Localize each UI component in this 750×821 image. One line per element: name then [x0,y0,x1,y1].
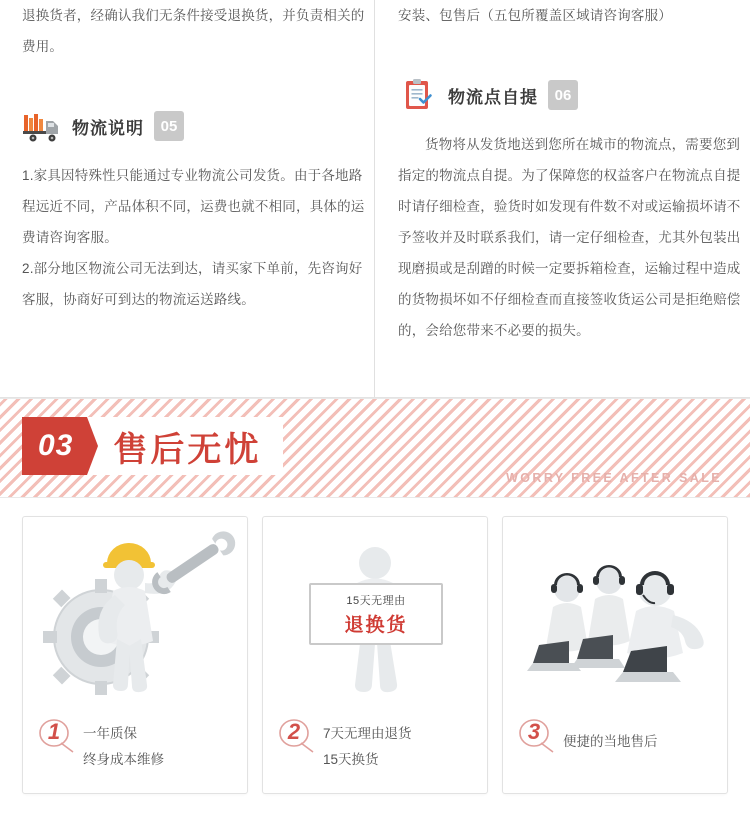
worker-with-wrench-and-gear-icon [29,527,241,707]
left-column [22,0,374,315]
card-badge-2 [277,715,311,749]
banner-number: 03 [22,417,87,475]
card-line: 便捷的当地售后 [563,734,658,749]
person-holding-return-sign-icon [269,527,481,707]
return-sign [309,583,443,645]
card-local-service[interactable] [502,516,728,794]
truck-icon [22,109,62,143]
card-badge-1 [37,715,71,749]
right-tail-paragraph: 安装、包售后（五包所覆盖区域请咨询客服） [398,8,672,23]
left-tail-text [22,0,374,62]
right-tail-text [398,0,750,31]
left-tail-paragraph: 退换货者，经确认我们无条件接受退换货，并负责相关的费用。 [22,8,365,54]
card-line: 终身成本维修 [83,752,164,767]
card-footer [23,707,247,793]
banner-subtitle: WORRY FREE AFTER SALE [506,471,722,485]
card-warranty[interactable] [22,516,248,794]
logistics-pickup-body [398,129,750,346]
column-divider [374,0,375,398]
customer-service-team-icon [509,527,721,707]
card-footer [503,707,727,793]
section-number: 06 [548,80,578,110]
card-line: 15天换货 [323,752,379,767]
card-text-lines [563,715,727,755]
badge-number: 1 [47,719,61,744]
after-sale-cards [0,498,750,808]
section-title: 物流点自提 [448,87,538,107]
banner-label-group [22,417,283,475]
badge-number: 3 [527,719,541,744]
section-number: 05 [154,111,184,141]
section-title: 物流说明 [72,118,144,138]
card-line: 7天无理由退货 [323,726,412,741]
paragraph: 1.家具因特殊性只能通过专业物流公司发货。由于各地路程远近不同，产品体积不同，运费也就不相同，具体的运费请咨询客服。 [22,168,365,245]
after-sale-banner [0,398,750,498]
card-text-lines [323,715,487,773]
section-header-logistics-note [22,106,374,146]
section-header-logistics-pickup [398,75,750,115]
logistics-note-body [22,160,374,315]
banner-title: 售后无忧 [87,417,283,475]
sign-line-2: 退换货 [344,614,408,636]
card-line: 一年质保 [83,726,137,741]
paragraph: 货物将从发货地送到您所在城市的物流点，需要您到指定的物流点自提。为了保障您的权益客户在物流点自提时请仔细检查，验货时如发现有件数不对或运输损坏请不予签收并及时联系我们，请一定仔细检查，尤其外包装出现磨损或是刮蹭的时候一定要拆箱检查，运输过程中造成的货物损坏如不仔细检查而直接签收货运公司是拒绝赔偿的，会给您带来不必要的损失。 [398,137,741,338]
logistics-section [0,0,750,398]
card-badge-3 [517,715,551,749]
right-column [398,0,750,346]
card-return-policy[interactable] [262,516,488,794]
card-footer [263,707,487,793]
card-text-lines [83,715,247,773]
paragraph: 2.部分地区物流公司无法到达，请买家下单前，先咨询好客服，协商好可到达的物流运送路线。 [22,261,363,307]
badge-number: 2 [287,719,301,744]
clipboard-icon [398,78,438,112]
sign-line-1: 15天无理由 [346,594,406,607]
